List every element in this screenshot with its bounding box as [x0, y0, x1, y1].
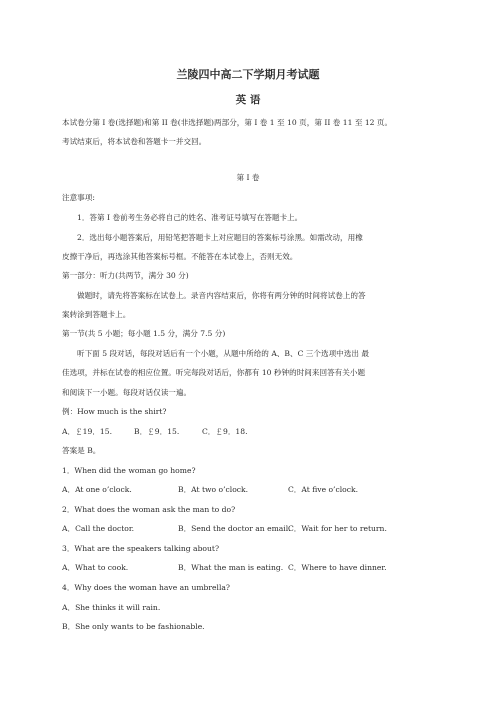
question-1-option-c: C．At five o’clock.	[288, 485, 358, 494]
volume-heading: 第 I 卷	[236, 173, 260, 182]
note-line-3: 皮擦干净后，再选涂其他答案标号框。不能答在本试卷上，否则无效。	[62, 252, 298, 261]
note-line-2: 2．选出每小题答案后，用铅笔把答题卡上对应题目的答案标号涂黑。如需改动，用橡	[77, 233, 363, 242]
example-answer: 答案是 B。	[62, 446, 101, 455]
question-3-option-c: C．Where to have dinner.	[288, 563, 387, 572]
example-option-c: C．￡9．18.	[202, 427, 248, 436]
question-3: 3．What are the speakers talking about?	[62, 544, 220, 553]
subject-title: 英 语	[235, 94, 261, 106]
example-option-b: B．￡9．15.	[134, 427, 180, 436]
part1-heading: 第一部分：听力(共两节，满分 30 分)	[62, 271, 189, 280]
section1-heading: 第一节(共 5 小题；每小题 1.5 分，满分 7.5 分)	[62, 329, 226, 338]
section1-instruction-1: 听下面 5 段对话，每段对话后有一个小题，从题中所给的 A、B、C 三个选项中选出 最	[77, 349, 369, 358]
question-4-option-a: A．She thinks it will rain.	[62, 603, 161, 612]
intro-line-1: 本试卷分第 I 卷(选择题)和第 II 卷(非选择题)两部分，第 I 卷 1 至 10 页，第 II 卷 11 至 12 页。	[62, 118, 393, 127]
notes-heading: 注意事项:	[62, 193, 95, 202]
example-question: 例：How much is the shirt?	[62, 407, 167, 416]
question-2-option-c: C．Wait for her to return.	[288, 524, 387, 533]
question-4-option-b: B．She only wants to be fashionable.	[62, 622, 205, 631]
section1-instruction-3: 和阅读下一小题。每段对话仅读一遍。	[62, 388, 192, 397]
question-1-option-a: A．At one o’clock.	[62, 485, 132, 494]
note-line-1: 1．答第 I 卷前考生务必将自己的姓名、准考证号填写在答题卡上。	[77, 213, 303, 222]
question-4: 4．Why does the woman have an umbrella?	[62, 583, 230, 592]
part1-instruction-1: 做题时，请先将答案标在试卷上。录音内容结束后，你将有两分钟的时间将试卷上的答	[77, 291, 366, 300]
intro-line-2: 考试结束后，将本试卷和答题卡一并交回。	[62, 137, 207, 146]
question-2-option-b: B．Send the doctor an email.	[178, 524, 291, 533]
example-option-a: A．￡19．15.	[62, 427, 113, 436]
part1-instruction-2: 案转涂到答题卡上。	[62, 310, 131, 319]
question-2: 2．What does the woman ask the man to do?	[62, 505, 236, 514]
question-1: 1．When did the woman go home?	[62, 466, 196, 475]
question-3-option-a: A．What to cook.	[62, 563, 129, 572]
question-2-option-a: A．Call the doctor.	[62, 524, 135, 533]
section1-instruction-2: 佳选项，并标在试卷的相应位置。听完每段对话后，你都有 10 秒钟的时间来回答有关小题	[62, 368, 366, 377]
question-1-option-b: B．At two o’clock.	[178, 485, 249, 494]
exam-title: 兰陵四中高二下学期月考试题	[176, 68, 320, 81]
question-3-option-b: B．What the man is eating.	[178, 563, 284, 572]
